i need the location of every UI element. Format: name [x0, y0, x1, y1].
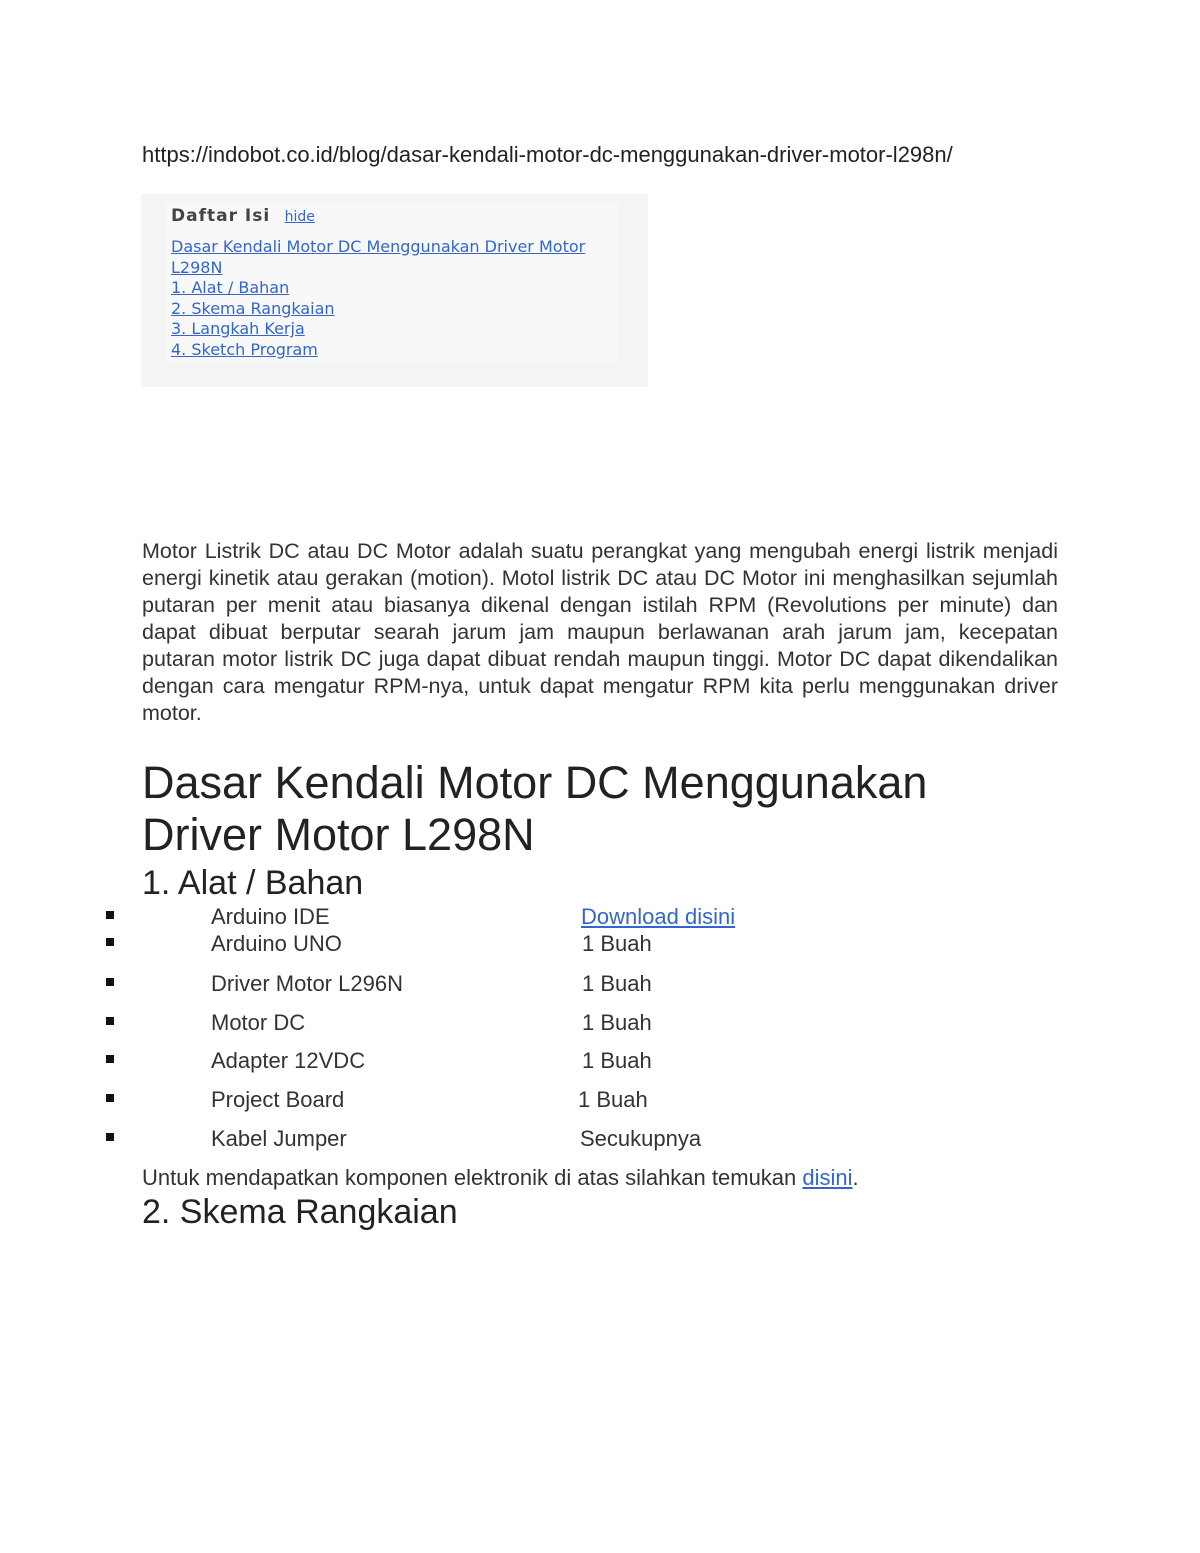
list-item: [0, 1125, 1200, 1153]
item-name: Adapter 12VDC: [211, 1048, 366, 1073]
bullet-icon: [106, 1094, 114, 1102]
item-quantity: 1 Buah: [578, 1087, 648, 1112]
item-name: Motor DC: [211, 1010, 306, 1035]
toc-item: [171, 237, 601, 278]
components-note-end: .: [852, 1165, 859, 1190]
item-name: Kabel Jumper: [211, 1126, 347, 1151]
list-item: [0, 930, 1200, 958]
item-name: Project Board: [211, 1087, 345, 1112]
section-heading-skema-rangkaian: 2. Skema Rangkaian: [142, 1193, 458, 1231]
list-item: [0, 1086, 1200, 1114]
source-url: https://indobot.co.id/blog/dasar-kendali-motor-dc-menggunakan-driver-motor-l298n/: [142, 142, 953, 167]
toc-link-main-heading[interactable]: Dasar Kendali Motor DC Menggunakan Driver Motor L298N: [171, 237, 586, 277]
intro-paragraph: Motor Listrik DC atau DC Motor adalah suatu perangkat yang mengubah energi listrik menjadi energi kinetik atau gerakan (motion). Motol listrik DC atau DC Motor ini menghasilkan sejumlah putaran per menit atau biasanya dikenal dengan istilah RPM (Revolutions per minute) dan dapat dibuat berputar searah jarum jam maupun berlawanan arah jarum jam, kecepatan putaran motor listrik DC juga dapat dibuat rendah maupun tinggi. Motor DC dapat dikendalikan dengan cara mengatur RPM-nya, untuk dapat mengatur RPM kita perlu menggunakan driver motor.: [142, 539, 1058, 725]
item-quantity: 1 Buah: [582, 1048, 652, 1073]
toc-list: [171, 237, 601, 361]
toc-title: Daftar Isi: [171, 206, 271, 226]
item-name: Arduino IDE: [211, 904, 330, 929]
list-item: [0, 1009, 1200, 1037]
list-item: [0, 903, 1200, 931]
item-quantity: 1 Buah: [582, 971, 652, 996]
toc-link-langkah-kerja[interactable]: 3. Langkah Kerja: [171, 319, 305, 339]
bullet-icon: [106, 1017, 114, 1025]
bullet-icon: [106, 1133, 114, 1141]
item-quantity: 1 Buah: [582, 1010, 652, 1035]
item-quantity: 1 Buah: [582, 931, 652, 956]
toc-link-sketch-program[interactable]: 4. Sketch Program: [171, 339, 318, 359]
toc-hide-link[interactable]: hide: [284, 209, 315, 225]
toc-item: [171, 299, 601, 320]
list-item: [0, 1047, 1200, 1075]
bullet-icon: [106, 1055, 114, 1063]
section-heading-alat-bahan: 1. Alat / Bahan: [142, 864, 364, 902]
bullet-icon: [106, 911, 114, 919]
bullet-icon: [106, 978, 114, 986]
download-link[interactable]: Download disini: [581, 904, 736, 929]
components-note-text: Untuk mendapatkan komponen elektronik di atas silahkan temukan: [142, 1165, 803, 1190]
bullet-icon: [106, 938, 114, 946]
toc-item: [171, 319, 601, 340]
list-item: [0, 970, 1200, 998]
toc-item: [171, 340, 601, 361]
main-heading: Dasar Kendali Motor DC Menggunakan Driver Motor L298N: [142, 757, 928, 860]
toc-header: [171, 206, 315, 226]
item-name: Arduino UNO: [211, 931, 342, 956]
toc-link-skema-rangkaian[interactable]: 2. Skema Rangkaian: [171, 298, 335, 318]
components-note: [142, 1164, 859, 1192]
item-name: Driver Motor L296N: [211, 971, 403, 996]
toc-link-alat-bahan[interactable]: 1. Alat / Bahan: [171, 278, 290, 298]
item-quantity: Secukupnya: [580, 1126, 702, 1151]
toc-item: [171, 278, 601, 299]
disini-link[interactable]: disini: [802, 1165, 853, 1190]
